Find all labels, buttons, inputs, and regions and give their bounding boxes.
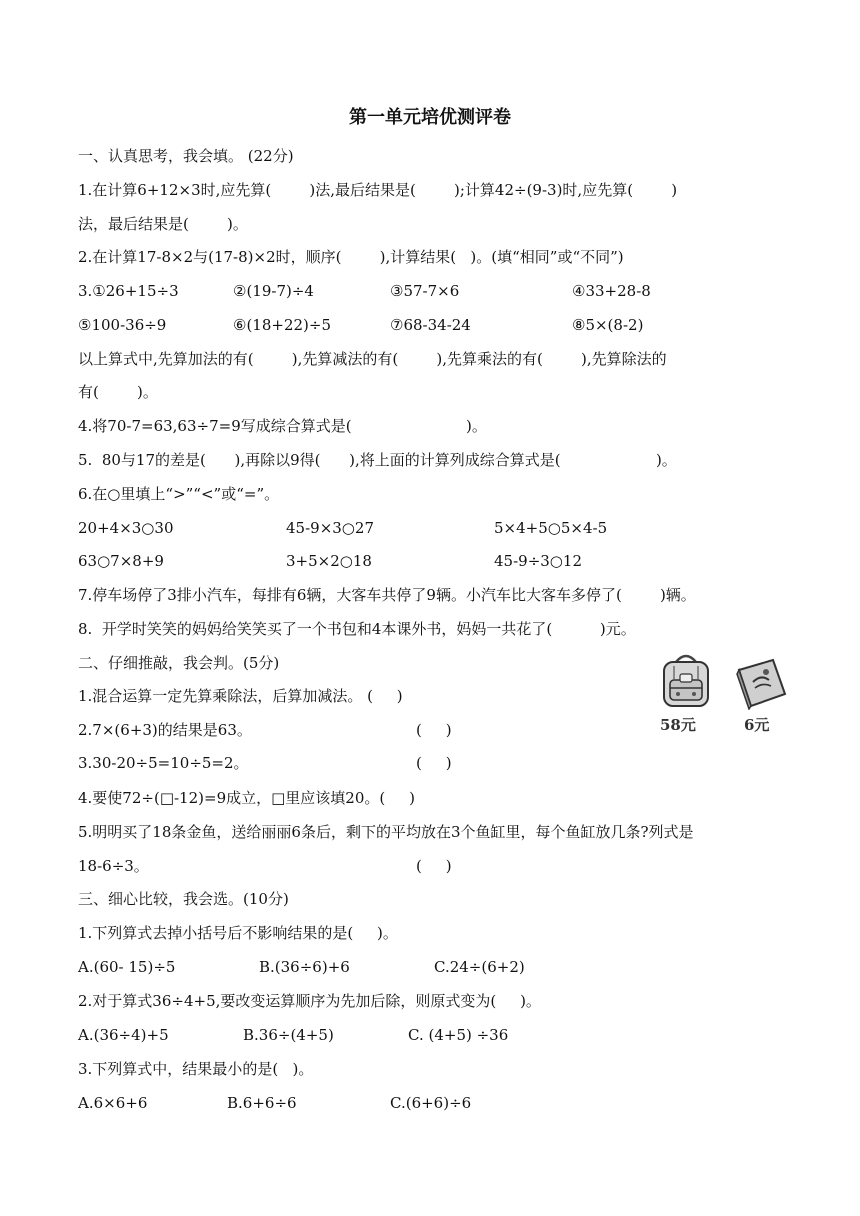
q7: 7.停车场停了3排小汽车，每排有6辆，大客车共停了9辆。小汽车比大客车多停了( )辆。: [78, 586, 696, 604]
judge-item-5: 5.明明买了18条金鱼，送给丽丽6条后，剩下的平均放在3个鱼缸里，每个鱼缸放几条?列式是: [78, 823, 694, 841]
choice-q2-opt-a: A.(36÷4)+5: [78, 1026, 169, 1044]
q1-line2: 法，最后结果是( )。: [78, 215, 248, 233]
q6-compare-6: 45-9÷3○12: [494, 552, 582, 570]
choice-q3-opt-b: B.6+6÷6: [227, 1094, 297, 1112]
q6-compare-2: 45-9×3○27: [286, 519, 374, 537]
q3-expr-3: ③57-7×6: [390, 282, 460, 300]
section3-heading: 三、细心比较，我会选。(10分): [78, 890, 289, 908]
q4: 4.将70-7=63,63÷7=9写成综合算式是( )。: [78, 417, 487, 435]
section2-heading: 二、仔细推敲，我会判。(5分): [78, 654, 280, 672]
q8: 8. 开学时笑笑的妈妈给笑笑买了一个书包和4本课外书，妈妈一共花了( )元。: [78, 620, 636, 638]
school-bag-illustration: [652, 652, 720, 710]
judge-item-4: 4.要使72÷(□-12)=9成立，□里应该填20。( ): [78, 789, 415, 807]
choice-q1-opt-a: A.(60- 15)÷5: [78, 958, 176, 976]
judge-paren-5: ( ): [416, 857, 452, 875]
judge-item-5b: 18-6÷3。: [78, 857, 149, 875]
judge-paren-3: ( ): [416, 754, 452, 772]
choice-q1: 1.下列算式去掉小括号后不影响结果的是( )。: [78, 924, 398, 942]
q3-expr-6: ⑥(18+22)÷5: [233, 316, 332, 334]
judge-paren-2: ( ): [416, 721, 452, 739]
q6: 6.在○里填上“>”“<”或“=”。: [78, 485, 280, 503]
q1-line1: 1.在计算6+12×3时,应先算( )法,最后结果是( );计算42÷(9-3)时,应先算( ): [78, 181, 678, 199]
q3-expr-2: ②(19-7)÷4: [233, 282, 314, 300]
choice-q3-opt-c: C.(6+6)÷6: [390, 1094, 472, 1112]
book-price: 6元: [744, 716, 770, 734]
q6-compare-4: 63○7×8+9: [78, 552, 164, 570]
judge-item-2: 2.7×(6+3)的结果是63。: [78, 721, 252, 739]
choice-q2-opt-b: B.36÷(4+5): [243, 1026, 334, 1044]
q6-compare-3: 5×4+5○5×4-5: [494, 519, 608, 537]
page-title: 第一单元培优测评卷: [349, 107, 511, 128]
book-illustration: [733, 656, 789, 710]
bag-price: 58元: [660, 716, 696, 734]
q3-fill-line2: 有( )。: [78, 383, 158, 401]
q5: 5. 80与17的差是( ),再除以9得( ),将上面的计算列成综合算式是( )。: [78, 451, 677, 469]
q3-fill-line1: 以上算式中,先算加法的有( ),先算减法的有( ),先算乘法的有( ),先算除法的: [78, 350, 667, 368]
q3-expr-4: ④33+28-8: [572, 282, 651, 300]
choice-q1-opt-b: B.(36÷6)+6: [259, 958, 350, 976]
q3-expr-5: ⑤100-36÷9: [78, 316, 167, 334]
choice-q3-opt-a: A.6×6+6: [78, 1094, 148, 1112]
q6-compare-5: 3+5×2○18: [286, 552, 372, 570]
q6-compare-1: 20+4×3○30: [78, 519, 174, 537]
q2: 2.在计算17-8×2与(17-8)×2时，顺序( ),计算结果( )。(填“相同”或“不同”): [78, 248, 624, 266]
q3-expr-1: 3.①26+15÷3: [78, 282, 179, 300]
choice-q2: 2.对于算式36÷4+5,要改变运算顺序为先加后除，则原式变为( )。: [78, 992, 541, 1010]
section1-heading: 一、认真思考，我会填。 (22分): [78, 147, 294, 165]
choice-q3: 3.下列算式中，结果最小的是( )。: [78, 1060, 314, 1078]
q3-expr-7: ⑦68-34-24: [390, 316, 471, 334]
judge-item-1: 1.混合运算一定先算乘除法，后算加减法。 ( ): [78, 687, 403, 705]
choice-q1-opt-c: C.24÷(6+2): [434, 958, 525, 976]
q3-expr-8: ⑧5×(8-2): [572, 316, 644, 334]
judge-item-3: 3.30-20÷5=10÷5=2。: [78, 754, 249, 772]
choice-q2-opt-c: C. (4+5) ÷36: [408, 1026, 509, 1044]
